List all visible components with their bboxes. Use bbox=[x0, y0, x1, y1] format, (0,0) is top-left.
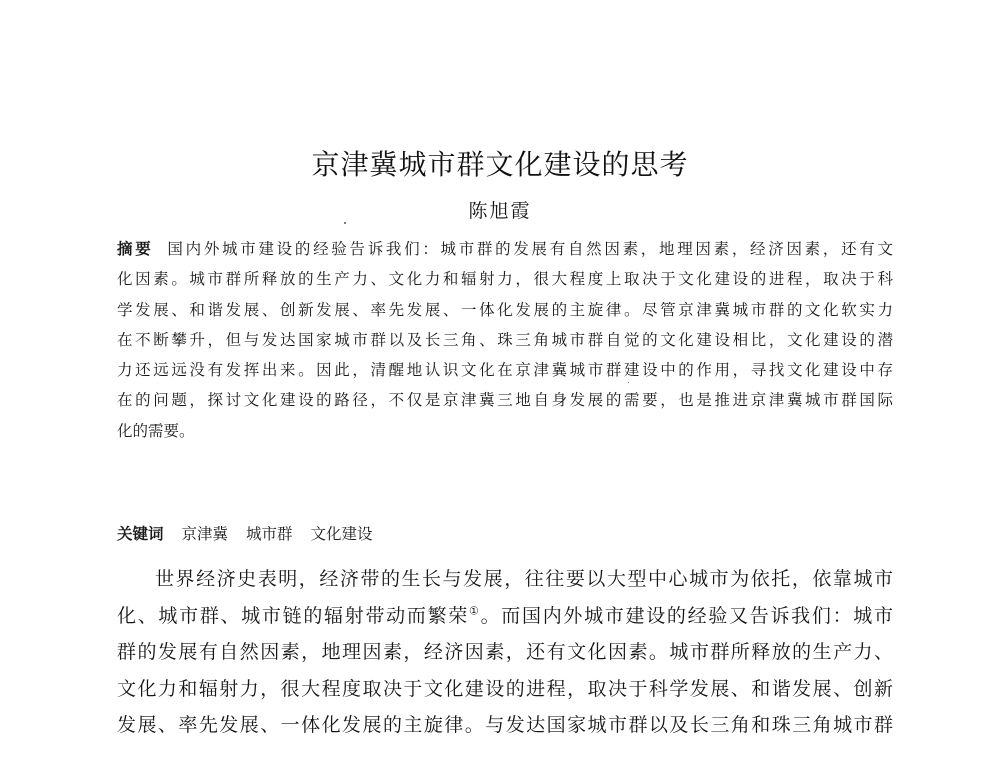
article-title: 京津冀城市群文化建设的思考 bbox=[311, 148, 689, 181]
abstract-line: 化因素。城市群所释放的生产力、文化力和辐射力，很大程度上取决于文化建设的进程，取决于科 bbox=[117, 270, 893, 289]
keywords-label: 关键词 bbox=[117, 525, 164, 543]
abstract-line: 在不断攀升，但与发达国家城市群以及长三角、珠三角城市群自觉的文化建设相比，文化建设的潜 bbox=[117, 330, 893, 349]
scan-speck bbox=[344, 222, 346, 224]
abstract-line: 在的问题，探讨文化建设的路径，不仅是京津冀三地自身发展的需要，也是推进京津冀城市群国际 bbox=[117, 391, 893, 410]
article-author: 陈旭霞 bbox=[468, 200, 532, 222]
body-line: 发展、率先发展、一体化发展的主旋律。与发达国家城市群以及长三角和珠三角城市群 bbox=[117, 714, 893, 737]
body-text-segment: 。而国内外城市建设的经验又告诉我们：城市 bbox=[480, 604, 893, 627]
body-line bbox=[117, 598, 893, 635]
abstract-line bbox=[117, 234, 893, 264]
body-line: 群的发展有自然因素，地理因素，经济因素，还有文化因素。城市群所释放的生产力、 bbox=[117, 641, 893, 664]
body-line: 世界经济史表明，经济带的生长与发展，往往要以大型中心城市为依托，依靠城市 bbox=[155, 568, 893, 590]
abstract-text: 国内外城市建设的经验告诉我们：城市群的发展有自然因素，地理因素，经济因素，还有文 bbox=[167, 240, 893, 258]
keyword: 城市群 bbox=[246, 525, 293, 543]
abstract-block bbox=[117, 234, 893, 446]
abstract-line: 力还远远没有发挥出来。因此，清醒地认识文化在京津冀城市群建设中的作用，寻找文化建设中存 bbox=[117, 361, 893, 380]
abstract-line: 化的需要。 bbox=[117, 421, 195, 440]
abstract-line: 学发展、和谐发展、创新发展、率先发展、一体化发展的主旋律。尽管京津冀城市群的文化软实力 bbox=[117, 300, 893, 319]
keywords-line bbox=[117, 522, 391, 544]
abstract-label: 摘要 bbox=[117, 240, 154, 258]
keyword: 文化建设 bbox=[310, 525, 373, 543]
keyword: 京津冀 bbox=[181, 525, 229, 543]
footnote-mark: ① bbox=[469, 604, 481, 618]
body-text-segment: 化、城市群、城市链的辐射带动而繁荣 bbox=[117, 604, 469, 627]
body-line: 文化力和辐射力，很大程度取决于文化建设的进程，取决于科学发展、和谐发展、创新 bbox=[117, 677, 893, 700]
scan-speck bbox=[628, 382, 629, 383]
body-paragraph bbox=[117, 561, 893, 744]
